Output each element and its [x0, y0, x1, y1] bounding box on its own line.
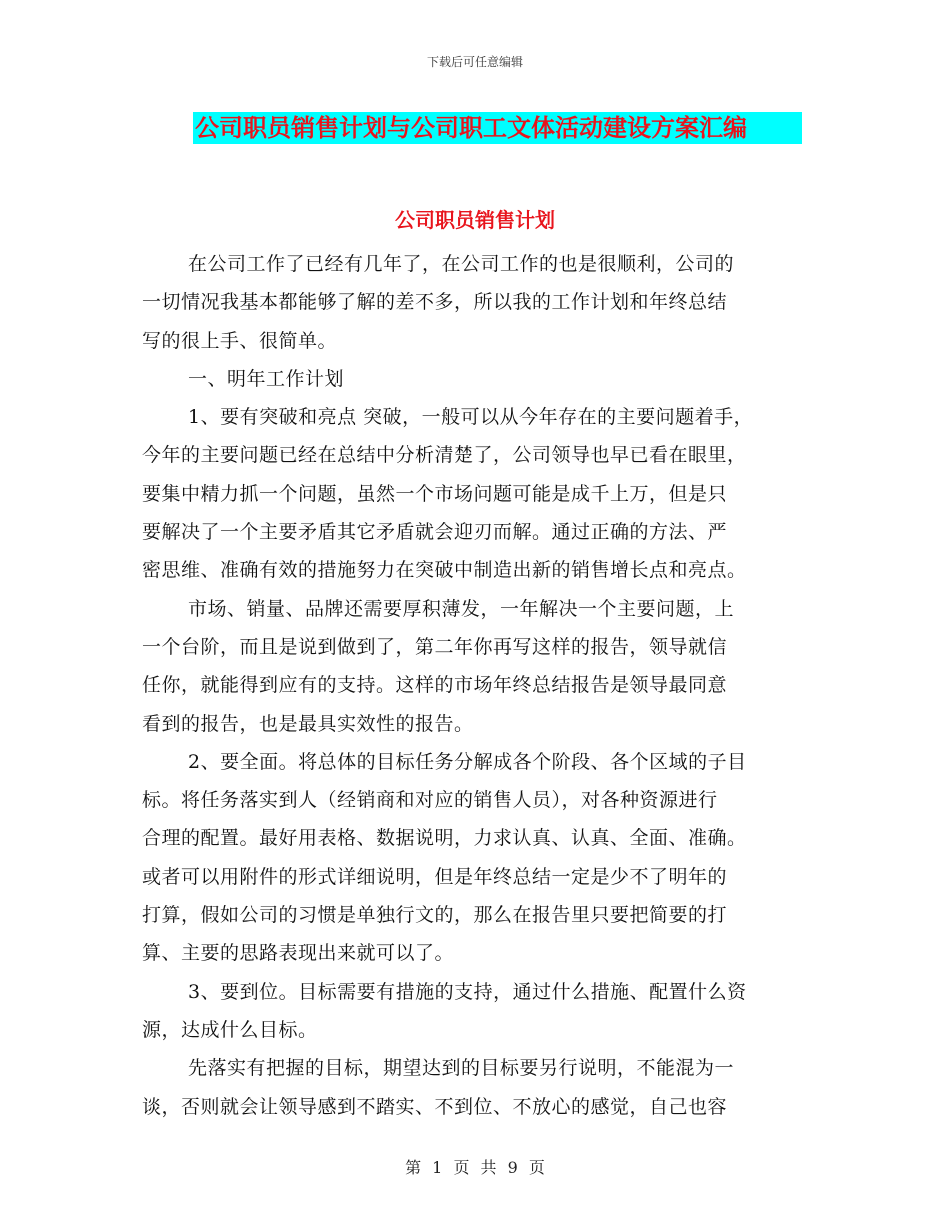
paragraph-line: 打算，假如公司的习惯是单独行文的，那么在报告里只要把简要的打	[142, 904, 728, 927]
paragraph-line: 在公司工作了已经有几年了，在公司工作的也是很顺利，公司的	[188, 253, 735, 275]
paragraph-line: 看到的报告，也是最具实效性的报告。	[142, 712, 474, 735]
page-footer: 第 1 页 共 9 页	[405, 1158, 545, 1177]
paragraph-line: 要集中精力抓一个问题，虽然一个市场问题可能是成千上万，但是只	[142, 482, 728, 505]
paragraph-line: 密思维、准确有效的措施努力在突破中制造出新的销售增长点和亮点。	[142, 559, 747, 582]
paragraph-line: 写的很上手、很简单。	[142, 329, 338, 352]
paragraph-line: 一个台阶，而且是说到做到了，第二年你再写这样的报告，领导就信	[142, 635, 728, 658]
paragraph-line: 任你，就能得到应有的支持。这样的市场年终总结报告是领导最同意	[142, 674, 728, 697]
paragraph-line: 谈，否则就会让领导感到不踏实、不到位、不放心的感觉，自己也容	[142, 1095, 728, 1118]
paragraph-line: 2、要全面。将总体的目标任务分解成各个阶段、各个区域的子目	[188, 750, 747, 773]
paragraph-line: 源，达成什么目标。	[142, 1018, 318, 1041]
paragraph-line: 或者可以用附件的形式详细说明，但是年终总结一定是少不了明年的	[142, 865, 728, 888]
document-title: 公司职员销售计划与公司职工文体活动建设方案汇编	[195, 114, 747, 142]
paragraph-line: 先落实有把握的目标，期望达到的目标要另行说明，不能混为一	[188, 1057, 735, 1080]
paragraph-line: 1、要有突破和亮点 突破，一般可以从今年存在的主要问题着手，	[188, 406, 754, 429]
section-title: 公司职员销售计划	[395, 208, 555, 232]
paragraph-line: 标。将任务落实到人（经销商和对应的销售人员），对各种资源进行	[142, 789, 718, 812]
paragraph-line: 合理的配置。最好用表格、数据说明，力求认真、认真、全面、准确。	[142, 827, 747, 850]
paragraph-line: 今年的主要问题已经在总结中分析清楚了，公司领导也早已看在眼里，	[142, 444, 747, 467]
paragraph-line: 3、要到位。目标需要有措施的支持，通过什么措施、配置什么资	[188, 980, 747, 1003]
paragraph-line: 算、主要的思路表现出来就可以了。	[142, 942, 455, 965]
body-text	[142, 245, 807, 1126]
header-note: 下载后可任意编辑	[426, 55, 523, 69]
paragraph-line: 要解决了一个主要矛盾其它矛盾就会迎刃而解。通过正确的方法、严	[142, 521, 728, 544]
paragraph-line: 一切情况我基本都能够了解的差不多，所以我的工作计划和年终总结	[142, 291, 728, 314]
paragraph-line: 市场、销量、品牌还需要厚积薄发，一年解决一个主要问题，上	[188, 597, 735, 620]
paragraph-line: 一、明年工作计划	[188, 367, 345, 390]
